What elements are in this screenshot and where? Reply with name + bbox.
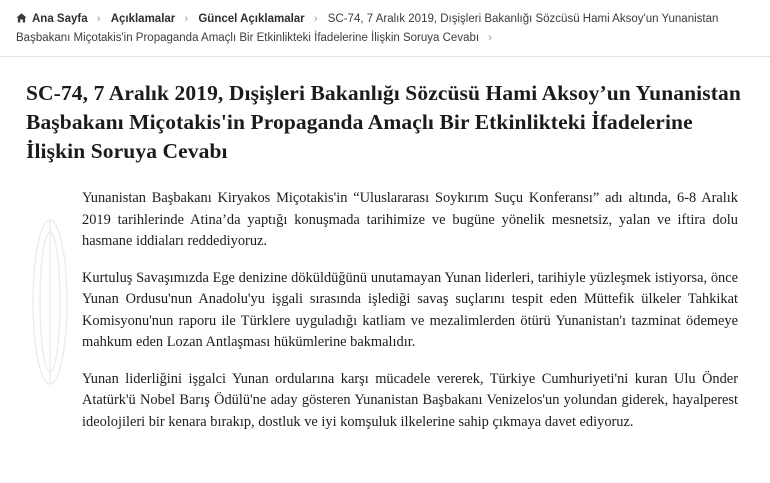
breadcrumb-separator-3: ›	[313, 13, 318, 25]
paragraph: Yunanistan Başbakanı Kiryakos Miçotakis'in “Uluslararası Soykırım Suçu Konferansı” adı altında, 6-8 Aralık 2019 tarihlerinde Atina’da yaptığı konuşmada tarihimize ve bugüne yönelik mesnetsiz, yalan ve iftira dolu hasmane iddiaları reddediyoruz.	[82, 190, 738, 249]
breadcrumb-item-guncel-aciklamalar[interactable]	[198, 13, 308, 25]
document-content	[0, 57, 770, 433]
breadcrumb-separator-2: ›	[184, 13, 189, 25]
breadcrumb-item-home[interactable]	[16, 13, 91, 25]
page-title: SC-74, 7 Aralık 2019, Dışişleri Bakanlığı Sözcüsü Hami Aksoy’un Yunanistan Başbakanı Miçotakis'in Propaganda Amaçlı Bir Etkinlikteki İfadelerine İlişkin Soruya Cevabı	[26, 81, 741, 163]
breadcrumb-link-aciklamalar[interactable]: Açıklamalar	[110, 13, 176, 25]
document-body	[26, 188, 744, 433]
paragraph: Yunan liderliğini işgalci Yunan ordularına karşı mücadele vererek, Türkiye Cumhuriyeti'ni kuran Ulu Önder Atatürk'ü Nobel Barış Ödülü'ne aday gösteren Yunanistan Başbakanı Venizelos'un yolundan giderek, hayalperest ideolojileri bir kenara bırakıp, dostluk ve iyi komşuluk ilkelerine sahip çıkmaya davet ediyoruz.	[82, 370, 738, 430]
breadcrumb-home-link[interactable]: Ana Sayfa	[32, 13, 88, 25]
breadcrumb	[0, 0, 770, 57]
home-icon	[16, 13, 27, 23]
breadcrumb-separator-4: ›	[488, 32, 492, 44]
breadcrumb-link-guncel-aciklamalar[interactable]: Güncel Açıklamalar	[198, 13, 305, 25]
breadcrumb-item-current: SC-74, 7 Aralık 2019, Dışişleri Bakanlığı Sözcüsü Hami Aksoy'un Yunanistan Başbakanı Miçotakis'in Propaganda Amaçlı Bir Etkinlikteki İfadelerine İlişkin Soruya Cevabı	[16, 13, 719, 44]
breadcrumb-separator-1: ›	[96, 13, 101, 25]
breadcrumb-row	[16, 10, 754, 48]
breadcrumb-item-aciklamalar[interactable]	[111, 13, 179, 25]
paragraph: Kurtuluş Savaşımızda Ege denizine döküldüğünü unutamayan Yunan liderleri, tarihiyle yüzleşmek istiyorsa, önce Yunan Ordusu'nun Anadolu'yu işgali sırasında işlediği savaş suçlarını tespit eden Müttefik ülkeler Tahkikat Komisyonu'nun raporu ile Türklere uyguladığı katliam ve mezalimlerden ötürü Yunanistan'ı tazminat ödemeye mahkum eden Lozan Antlaşması hükümlerine bakmalıdır.	[82, 269, 738, 350]
watermark-emblem	[28, 182, 72, 482]
